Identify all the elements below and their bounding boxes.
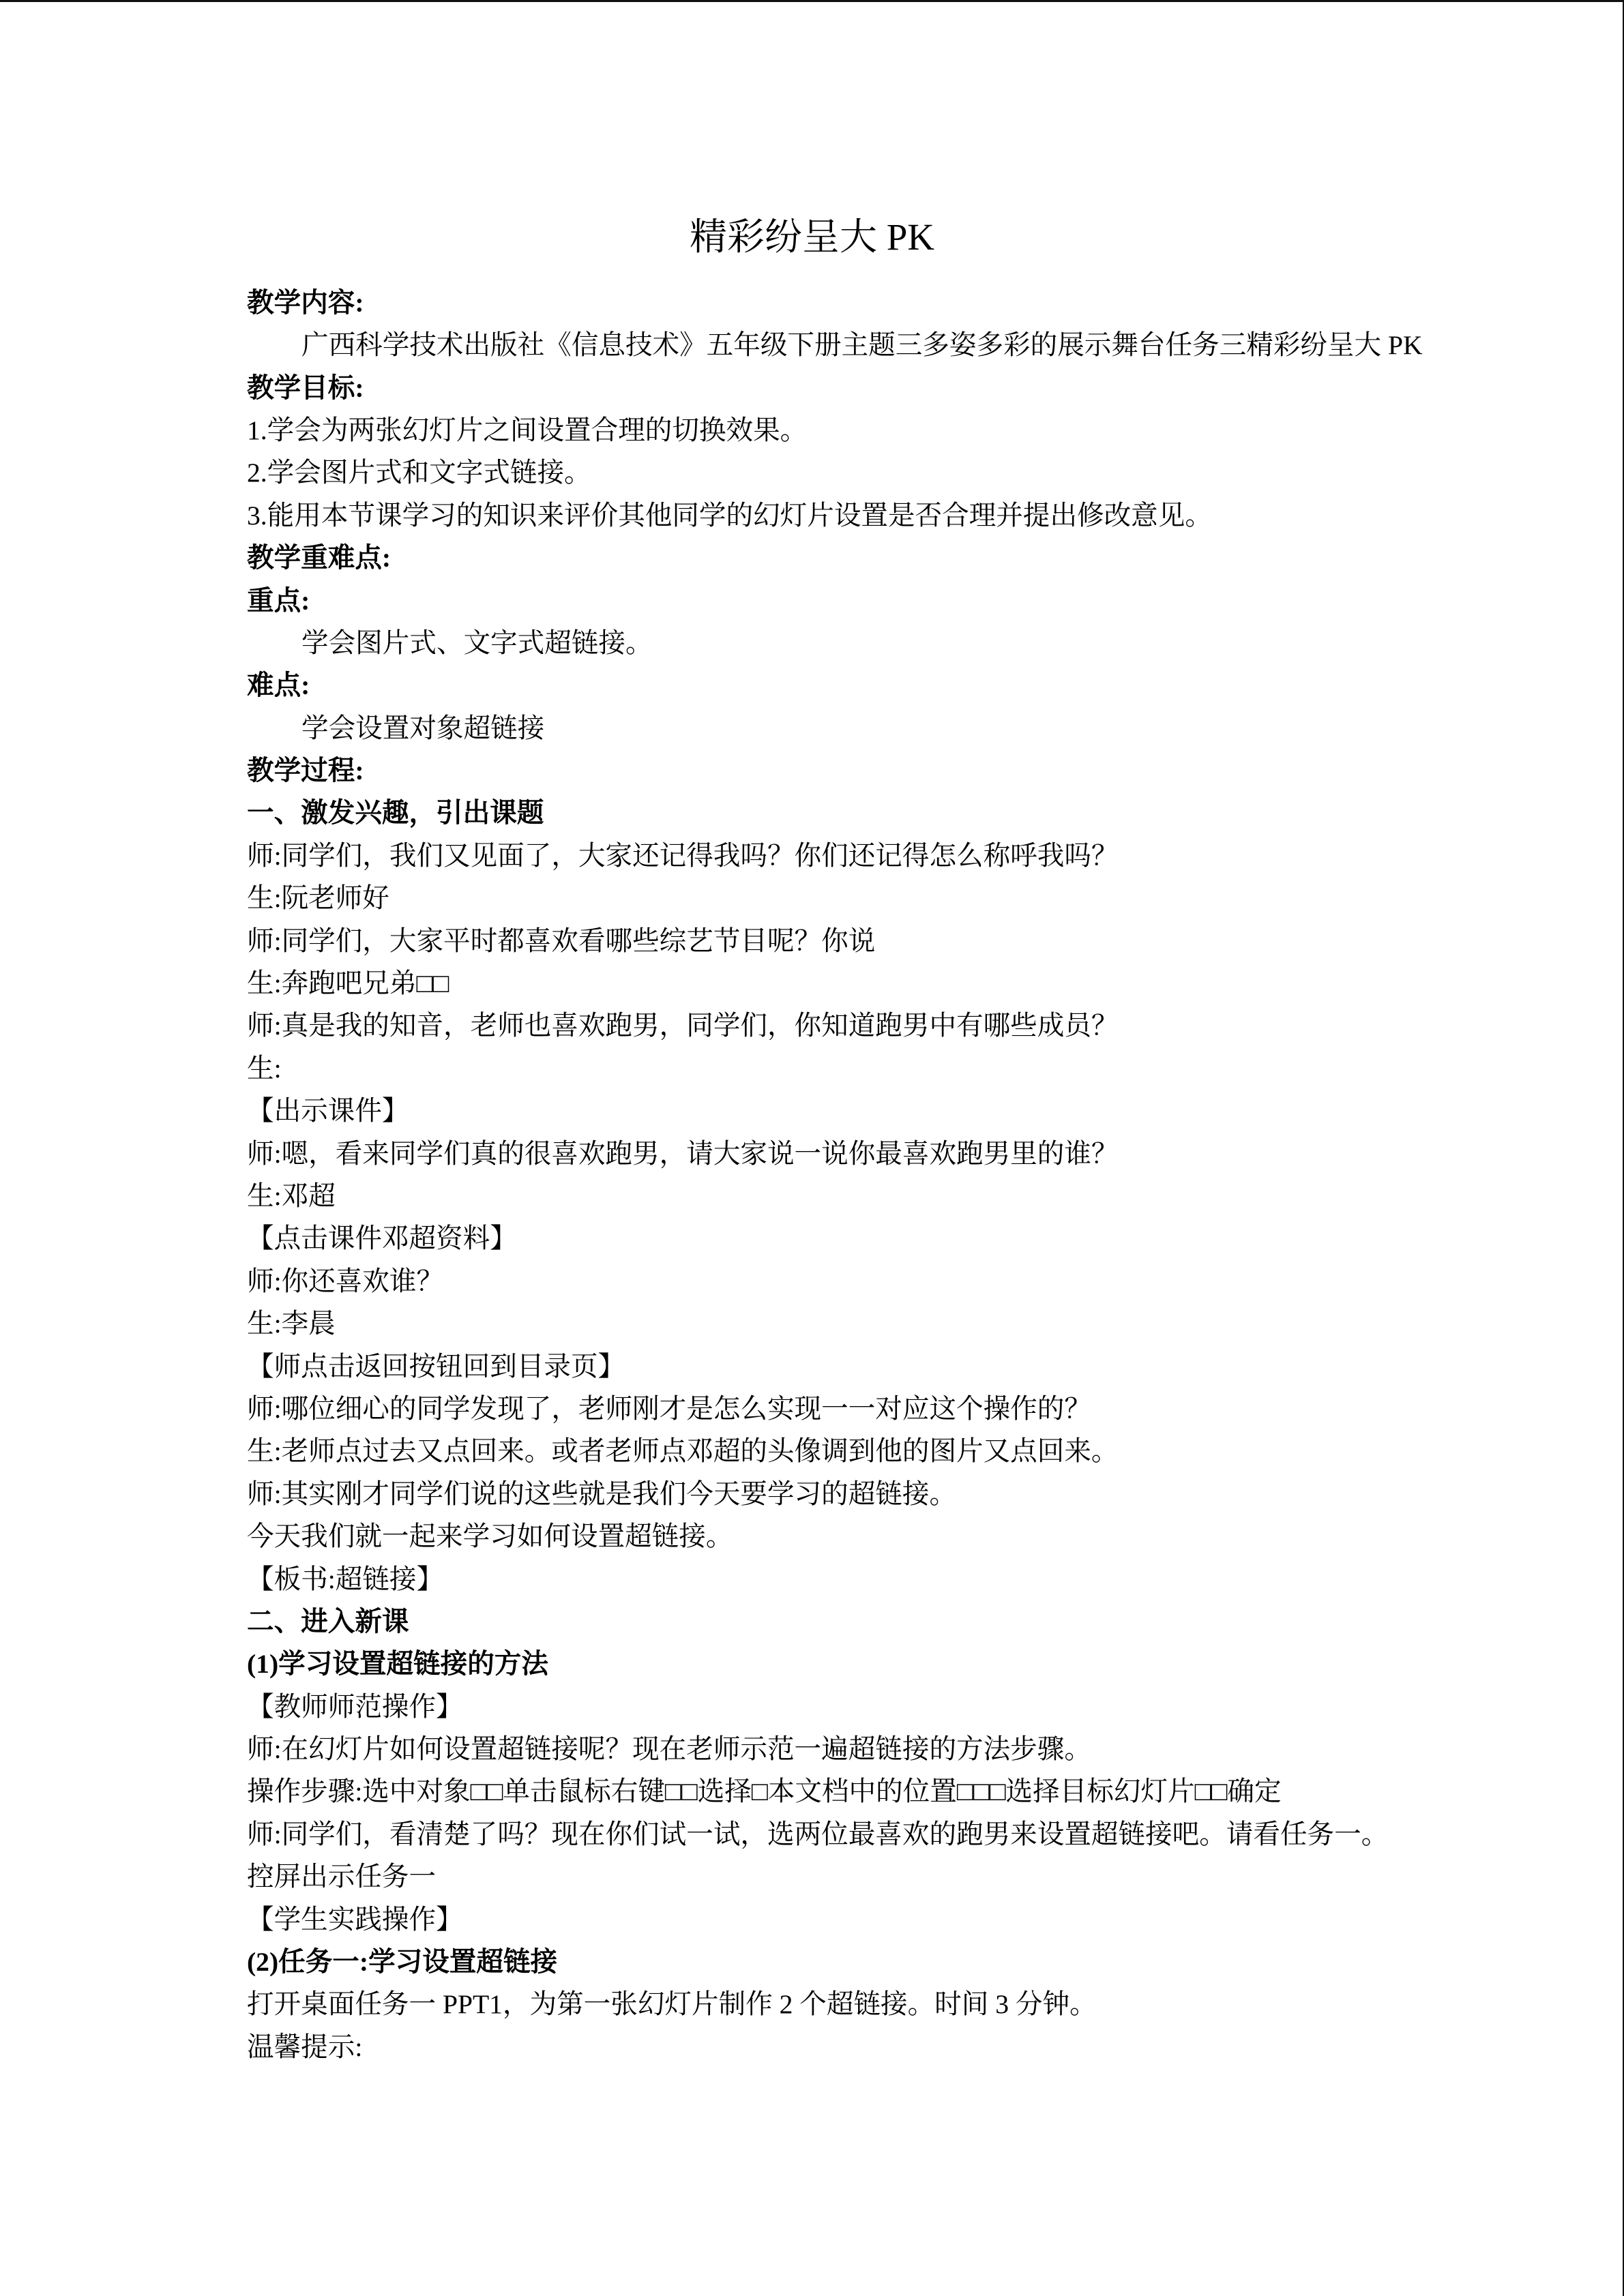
dialogue-line: 师:你还喜欢谁？	[247, 1266, 444, 1296]
part2-heading: 二、进入新课	[247, 1606, 409, 1637]
body-line: 今天我们就一起来学习如何设置超链接。	[247, 1521, 733, 1552]
step2-heading: (2)任务一:学习设置超链接	[247, 1947, 558, 1978]
dialogue-line: 师:嗯，看来同学们真的很喜欢跑男，请大家说一说你最喜欢跑男里的谁？	[247, 1138, 1119, 1169]
key-point-heading: 重点:	[247, 585, 310, 616]
objective-item: 2.学会图片式和文字式链接。	[247, 458, 591, 488]
teaching-content-heading: 教学内容:	[247, 287, 364, 318]
dialogue-line: 生:邓超	[247, 1181, 336, 1211]
objective-item: 3.能用本节课学习的知识来评价其他同学的幻灯片设置是否合理并提出修改意见。	[247, 500, 1212, 531]
document-body	[247, 282, 1423, 2068]
document-title: 精彩纷呈大 PK	[689, 216, 935, 258]
dialogue-line: 师:同学们，看清楚了吗？现在你们试一试，选两位最喜欢的跑男来设置超链接吧。请看任务一。	[247, 1819, 1389, 1849]
step1-heading: (1)学习设置超链接的方法	[247, 1649, 548, 1680]
dialogue-line: 师:同学们，大家平时都喜欢看哪些综艺节目呢？你说	[247, 925, 876, 956]
teaching-content-text: 广西科学技术出版社《信息技术》五年级下册主题三多姿多彩的展示舞台任务三精彩纷呈大 PK	[301, 330, 1423, 361]
stage-note: 【点击课件邓超资料】	[247, 1223, 517, 1254]
key-point-text: 学会图片式、文字式超链接。	[301, 627, 653, 658]
operation-steps: 操作步骤:选中对象□□单击鼠标右键□□选择□本文档中的位置□□□选择目标幻灯片□□确定	[247, 1776, 1282, 1807]
key-difficult-points-heading: 教学重难点:	[247, 543, 392, 573]
dialogue-line: 师:哪位细心的同学发现了，老师刚才是怎么实现一一对应这个操作的？	[247, 1393, 1091, 1424]
difficult-point-text: 学会设置对象超链接	[301, 713, 545, 743]
tips-label: 温馨提示:	[247, 2031, 363, 2062]
dialogue-line: 生:老师点过去又点回来。或者老师点邓超的头像调到他的图片又点回来。	[247, 1436, 1119, 1467]
dialogue-line: 生:奔跑吧兄弟□□	[247, 968, 449, 999]
teaching-process-heading: 教学过程:	[247, 756, 364, 786]
part1-heading: 一、激发兴趣，引出课题	[247, 798, 544, 829]
dialogue-line: 生:阮老师好	[247, 883, 389, 914]
dialogue-line: 生:	[247, 1053, 282, 1084]
stage-note: 【板书:超链接】	[247, 1564, 444, 1594]
difficult-point-heading: 难点:	[247, 670, 310, 701]
stage-note: 【学生实践操作】	[247, 1904, 463, 1935]
task-description: 打开桌面任务一 PPT1，为第一张幻灯片制作 2 个超链接。时间 3 分钟。	[247, 1989, 1097, 2020]
stage-note: 【教师师范操作】	[247, 1691, 463, 1722]
dialogue-line: 师:在幻灯片如何设置超链接呢？现在老师示范一遍超链接的方法步骤。	[247, 1734, 1091, 1765]
dialogue-line: 师:其实刚才同学们说的这些就是我们今天要学习的超链接。	[247, 1478, 957, 1509]
stage-note: 【师点击返回按钮回到目录页】	[247, 1351, 625, 1382]
dialogue-line: 生:李晨	[247, 1309, 336, 1339]
stage-note: 【出示课件】	[247, 1096, 409, 1127]
body-line: 控屏出示任务一	[247, 1862, 437, 1892]
teaching-objectives-heading: 教学目标:	[247, 372, 364, 403]
objective-item: 1.学会为两张幻灯片之间设置合理的切换效果。	[247, 415, 808, 445]
dialogue-line: 师:同学们，我们又见面了，大家还记得我吗？你们还记得怎么称呼我吗？	[247, 840, 1119, 871]
dialogue-line: 师:真是我的知音，老师也喜欢跑男，同学们，你知道跑男中有哪些成员？	[247, 1011, 1119, 1041]
